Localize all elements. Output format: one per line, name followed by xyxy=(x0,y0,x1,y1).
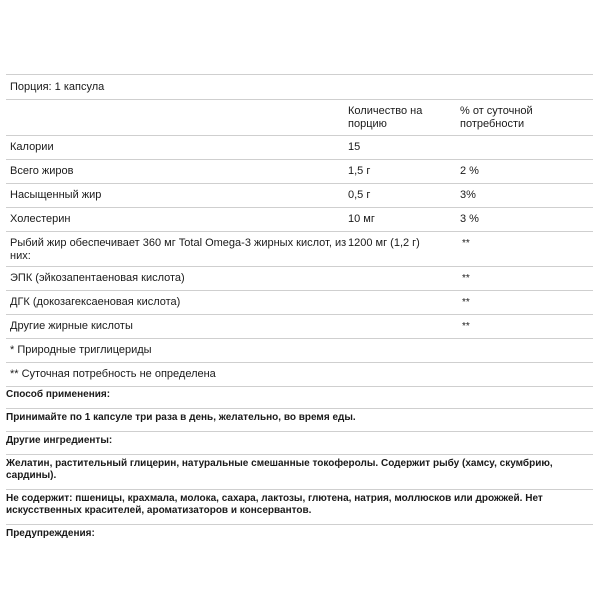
table-row xyxy=(6,267,593,291)
nutrient-name: Холестерин xyxy=(10,213,71,225)
table-row xyxy=(6,136,593,160)
nutrient-amount: 15 xyxy=(348,141,361,153)
nutrient-daily: ** xyxy=(462,297,470,308)
table-row xyxy=(6,232,593,267)
amount-header: Количество на порцию xyxy=(348,105,423,130)
table-row xyxy=(6,160,593,184)
product-notes xyxy=(6,386,593,547)
footnote-daily-value: ** Суточная потребность не определена xyxy=(10,368,216,380)
nutrient-name: Другие жирные кислоты xyxy=(10,320,133,332)
other-ingredients-text: Желатин, растительный глицерин, натуральные смешанные токоферолы. Содержит рыбу (хамсу, скумбрию, сардины). xyxy=(6,455,593,490)
nutrient-daily: 3% xyxy=(460,189,476,201)
nutrient-daily: 2 % xyxy=(460,165,479,177)
nutrient-daily: ** xyxy=(462,273,470,284)
serving-row xyxy=(6,75,593,100)
nutrient-daily: ** xyxy=(462,238,470,249)
nutrient-amount: 1200 мг (1,2 г) xyxy=(348,237,420,249)
daily-value-header: % от суточной потребности xyxy=(460,105,533,130)
footnote-row xyxy=(6,363,593,387)
table-row xyxy=(6,184,593,208)
usage-title: Способ применения: xyxy=(6,386,593,409)
nutrient-amount: 10 мг xyxy=(348,213,375,225)
nutrient-name: Насыщенный жир xyxy=(10,189,102,201)
nutrition-facts-table xyxy=(6,74,593,387)
nutrient-name: ЭПК (эйкозапентаеновая кислота) xyxy=(10,272,185,284)
usage-text: Принимайте по 1 капсуле три раза в день, желательно, во время еды. xyxy=(6,409,593,432)
nutrient-name: Калории xyxy=(10,141,54,153)
other-ingredients-title: Другие ингредиенты: xyxy=(6,432,593,455)
free-from-text: Не содержит: пшеницы, крахмала, молока, сахара, лактозы, глютена, натрия, моллюсков или дрожжей. Нет искусственных красителей, ароматизаторов и консервантов. xyxy=(6,490,593,525)
footnote-row xyxy=(6,339,593,363)
table-row xyxy=(6,315,593,339)
table-header-row xyxy=(6,100,593,136)
nutrient-name: Всего жиров xyxy=(10,165,74,177)
table-row xyxy=(6,208,593,232)
warnings-title: Предупреждения: xyxy=(6,528,95,539)
nutrient-name: ДГК (докозагексаеновая кислота) xyxy=(10,296,181,308)
serving-size: Порция: 1 капсула xyxy=(10,80,105,93)
nutrient-amount: 1,5 г xyxy=(348,165,371,177)
nutrient-name: Рыбий жир обеспечивает 360 мг Total Omega-3 жирных кислот, из них: xyxy=(10,237,347,262)
nutrient-amount: 0,5 г xyxy=(348,189,371,201)
table-row xyxy=(6,291,593,315)
footnote-triglycerides: * Природные триглицериды xyxy=(10,344,152,356)
nutrient-daily: 3 % xyxy=(460,213,479,225)
nutrient-daily: ** xyxy=(462,321,470,332)
